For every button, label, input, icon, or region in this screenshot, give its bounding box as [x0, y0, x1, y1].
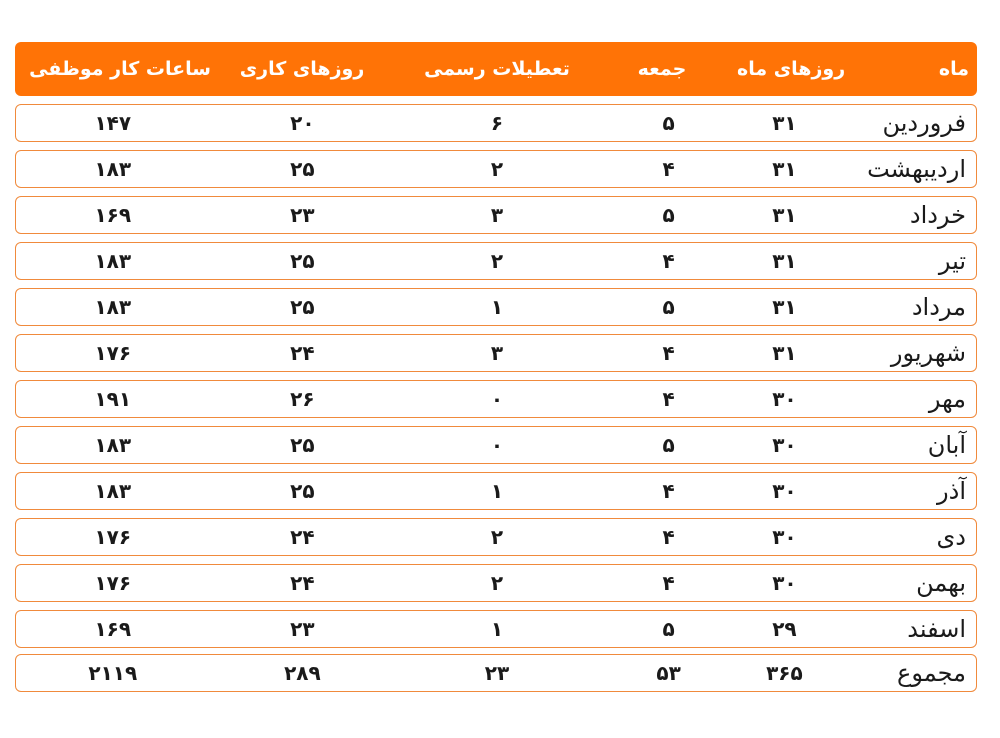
cell-fridays: ۴ [662, 341, 675, 365]
cell-days: ۳۰ [772, 479, 797, 503]
cell-work-days: ۲۳ [290, 203, 315, 227]
cell-holidays: ۰ [490, 433, 504, 457]
cell-work-hours: ۱۶۹ [94, 617, 132, 641]
cell-fridays: ۴ [662, 387, 675, 411]
cell-days: ۳۱ [772, 111, 797, 135]
header-days: روزهای ماه [737, 58, 846, 80]
cell-days: ۳۱ [772, 249, 797, 273]
table-row [15, 288, 977, 326]
table-row [15, 242, 977, 280]
cell-work-days: ۲۵ [290, 295, 315, 319]
cell-work-hours: ۱۷۶ [94, 341, 132, 365]
table-row [15, 564, 977, 602]
cell-fridays: ۵ [662, 111, 675, 135]
cell-holidays: ۲ [490, 157, 504, 181]
cell-days: ۳۱ [772, 203, 797, 227]
cell-days: ۳۰ [772, 387, 797, 411]
cell-days: ۲۹ [772, 617, 797, 641]
cell-holidays: ۲ [490, 525, 504, 549]
cell-work-days: ۲۵ [290, 249, 315, 273]
cell-holidays: ۳ [490, 341, 504, 365]
work-hours-table [15, 42, 977, 692]
table-row [15, 104, 977, 142]
cell-days: ۳۱ [772, 157, 797, 181]
cell-month: شهریور [890, 339, 966, 367]
cell-work-days: ۲۵ [290, 157, 315, 181]
cell-work-hours: ۱۸۳ [94, 295, 132, 319]
cell-work-days: ۲۶ [290, 387, 315, 411]
cell-work-days: ۲۳ [290, 617, 315, 641]
cell-work-days: ۲۵ [290, 433, 315, 457]
cell-work-hours: ۱۸۳ [94, 249, 132, 273]
cell-holidays: ۱ [490, 295, 504, 319]
cell-month: بهمن [916, 569, 966, 597]
cell-month: آبان [927, 431, 966, 459]
cell-month: خرداد [909, 201, 966, 229]
cell-days: ۳۱ [772, 295, 797, 319]
table-row [15, 518, 977, 556]
cell-holidays: ۳ [490, 203, 504, 227]
cell-fridays: ۵ [662, 617, 675, 641]
cell-work-days: ۲۰ [290, 111, 315, 135]
cell-days: ۳۰ [772, 525, 797, 549]
cell-holidays: ۶ [490, 111, 504, 135]
cell-work-days: ۲۵ [290, 479, 315, 503]
header-holidays: تعطیلات رسمی [424, 58, 570, 80]
cell-month: آذر [937, 477, 966, 505]
cell-holidays: ۲ [490, 249, 504, 273]
cell-work-days: ۲۸۹ [284, 661, 321, 685]
cell-work-hours: ۲۱۱۹ [88, 661, 138, 685]
cell-fridays: ۵۳ [656, 661, 681, 685]
cell-month: تیر [938, 247, 966, 275]
cell-month: اسفند [907, 615, 966, 643]
cell-work-hours: ۱۹۱ [94, 387, 132, 411]
cell-work-hours: ۱۶۹ [94, 203, 132, 227]
table-row [15, 150, 977, 188]
cell-work-days: ۲۴ [290, 571, 315, 595]
cell-work-hours: ۱۷۶ [94, 571, 132, 595]
cell-fridays: ۵ [662, 295, 675, 319]
table-row [15, 196, 977, 234]
table-header [15, 42, 977, 96]
cell-work-hours: ۱۸۳ [94, 479, 132, 503]
cell-days: ۳۰ [772, 571, 797, 595]
table-row [15, 426, 977, 464]
cell-fridays: ۴ [662, 571, 675, 595]
cell-month: مجموع [897, 659, 966, 687]
cell-fridays: ۴ [662, 157, 675, 181]
cell-month: مهر [928, 385, 966, 413]
cell-month: فروردین [882, 109, 966, 137]
cell-work-days: ۲۴ [290, 341, 315, 365]
header-fridays: جمعه [637, 58, 687, 80]
table-row [15, 610, 977, 648]
cell-fridays: ۴ [662, 249, 675, 273]
total-row [15, 654, 977, 692]
cell-work-hours: ۱۴۷ [94, 111, 132, 135]
cell-days: ۳۶۵ [766, 661, 803, 685]
cell-holidays: ۲ [490, 571, 504, 595]
cell-fridays: ۴ [662, 479, 675, 503]
table-row [15, 472, 977, 510]
cell-work-hours: ۱۷۶ [94, 525, 132, 549]
cell-month: دی [936, 523, 966, 551]
cell-holidays: ۲۳ [484, 661, 510, 685]
header-work-days: روزهای کاری [239, 58, 365, 80]
cell-holidays: ۰ [490, 387, 504, 411]
cell-work-days: ۲۴ [290, 525, 315, 549]
cell-fridays: ۵ [662, 433, 675, 457]
cell-holidays: ۱ [490, 617, 504, 641]
cell-work-hours: ۱۸۳ [94, 157, 132, 181]
table-row [15, 334, 977, 372]
cell-work-hours: ۱۸۳ [94, 433, 132, 457]
table-row [15, 380, 977, 418]
cell-days: ۳۰ [772, 433, 797, 457]
cell-holidays: ۱ [490, 479, 504, 503]
header-work-hours: ساعات کار موظفی [29, 58, 211, 80]
cell-days: ۳۱ [772, 341, 797, 365]
header-month: ماه [938, 58, 969, 80]
cell-fridays: ۴ [662, 525, 675, 549]
cell-fridays: ۵ [662, 203, 675, 227]
cell-month: مرداد [911, 293, 966, 321]
cell-month: اردیبهشت [867, 155, 966, 183]
